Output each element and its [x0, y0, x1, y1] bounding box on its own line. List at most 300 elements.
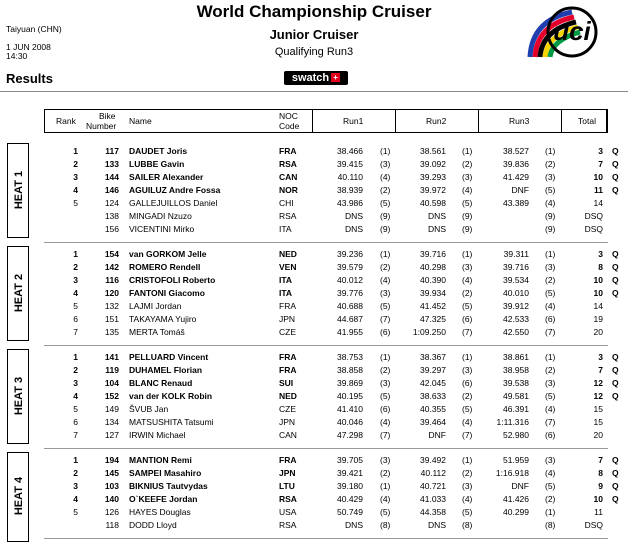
cell-r1: 39.421 — [337, 468, 363, 478]
cell-bike: 135 — [104, 327, 119, 337]
cell-r1: 40.688 — [337, 301, 363, 311]
cell-p3: (3) — [545, 172, 556, 182]
col-total: Total — [578, 116, 596, 126]
cell-total: 12 — [593, 391, 603, 401]
cell-bike: 154 — [104, 249, 119, 259]
cell-noc: ITA — [279, 275, 293, 285]
cell-r1: 40.046 — [337, 417, 363, 427]
heat-label-box — [7, 452, 29, 542]
cell-p1: (2) — [380, 468, 391, 478]
cell-rank: 3 — [73, 378, 78, 388]
cell-p3: (3) — [545, 262, 556, 272]
cell-noc: ITA — [279, 288, 293, 298]
cell-p2: (3) — [462, 481, 473, 491]
cell-q: Q — [612, 262, 619, 272]
cell-total: 11 — [594, 507, 603, 517]
results-heading: Results — [6, 71, 53, 86]
cell-rank: 5 — [73, 301, 78, 311]
cell-total: 3 — [598, 146, 603, 156]
cell-r1: 39.776 — [337, 288, 363, 298]
cell-p1: (4) — [380, 417, 391, 427]
cell-r3: 39.716 — [503, 262, 529, 272]
cell-r3: 38.527 — [503, 146, 529, 156]
cell-total: 14 — [593, 198, 603, 208]
cell-rank: 3 — [73, 481, 78, 491]
cell-r2: DNS — [428, 224, 446, 234]
cell-bike: 145 — [104, 468, 119, 478]
swiss-cross-icon: + — [331, 73, 340, 82]
cell-rank: 6 — [73, 314, 78, 324]
cell-p3: (1) — [545, 507, 556, 517]
cell-p2: (3) — [462, 262, 473, 272]
cell-r2: 40.598 — [420, 198, 446, 208]
cell-p2: (7) — [462, 430, 473, 440]
cell-p1: (7) — [380, 430, 391, 440]
cell-p3: (4) — [545, 198, 556, 208]
cell-noc: RSA — [279, 494, 297, 504]
cell-r1: 50.749 — [337, 507, 363, 517]
heat-separator — [44, 242, 608, 243]
cell-p2: (3) — [462, 172, 473, 182]
col-noc-code: Code — [279, 121, 300, 131]
cell-p3: (5) — [545, 185, 556, 195]
cell-name: GALLEJUILLOS Daniel — [129, 198, 218, 208]
cell-r1: 39.236 — [337, 249, 363, 259]
cell-r2: DNS — [428, 520, 446, 530]
cell-q: Q — [612, 185, 619, 195]
cell-p2: (5) — [462, 404, 473, 414]
cell-r3: 39.538 — [503, 378, 529, 388]
cell-p3: (7) — [545, 327, 556, 337]
sponsor-name: swatch — [291, 72, 330, 84]
cell-p3: (5) — [545, 391, 556, 401]
cell-r1: 38.753 — [337, 352, 363, 362]
cell-noc: JPN — [279, 468, 296, 478]
cell-p2: (5) — [462, 507, 473, 517]
cell-p3: (1) — [545, 146, 556, 156]
cell-p1: (5) — [380, 301, 391, 311]
cell-p1: (2) — [380, 262, 391, 272]
cell-r1: DNS — [345, 211, 363, 221]
cell-bike: 146 — [104, 185, 119, 195]
cell-rank: 7 — [73, 430, 78, 440]
cell-r1: DNS — [345, 520, 363, 530]
cell-bike: 117 — [105, 146, 119, 156]
sponsor-logo — [284, 71, 348, 85]
heat-label-box — [7, 143, 29, 238]
cell-p1: (2) — [380, 185, 391, 195]
cell-bike: 132 — [104, 301, 119, 311]
cell-q: Q — [612, 288, 619, 298]
cell-r3: 46.391 — [503, 404, 529, 414]
cell-p3: (9) — [545, 211, 556, 221]
cell-p1: (5) — [380, 198, 391, 208]
cell-bike: 140 — [104, 494, 119, 504]
cell-rank: 2 — [73, 365, 78, 375]
uci-logo — [522, 2, 622, 62]
cell-rank: 3 — [73, 172, 78, 182]
page-title: World Championship Cruiser — [196, 2, 432, 21]
cell-p3: (6) — [545, 430, 556, 440]
cell-r3: 49.581 — [503, 391, 529, 401]
cell-name: TAKAYAMA Yujiro — [129, 314, 197, 324]
cell-bike: 142 — [104, 262, 119, 272]
time: 14:30 — [6, 51, 28, 61]
cell-noc: RSA — [279, 159, 297, 169]
cell-r1: 39.579 — [337, 262, 363, 272]
cell-p2: (1) — [462, 146, 473, 156]
cell-r2: 47.325 — [420, 314, 446, 324]
cell-total: 15 — [593, 417, 603, 427]
heat-label-box — [7, 349, 29, 444]
cell-r2: 39.492 — [420, 455, 446, 465]
cell-total: 10 — [593, 275, 603, 285]
cell-name: ŠVUB Jan — [129, 404, 169, 414]
cell-r3: 39.534 — [503, 275, 529, 285]
cell-bike: 133 — [104, 159, 119, 169]
cell-rank: 7 — [73, 327, 78, 337]
cell-noc: VEN — [279, 262, 297, 272]
cell-noc: JPN — [279, 314, 296, 324]
cell-noc: FRA — [279, 455, 297, 465]
heat-label-box — [7, 246, 29, 341]
cell-noc: CHI — [279, 198, 294, 208]
cell-total: 12 — [593, 378, 603, 388]
cell-p1: (4) — [380, 172, 391, 182]
cell-r1: 44.687 — [337, 314, 363, 324]
cell-q: Q — [612, 481, 619, 491]
cell-r3: DNF — [511, 185, 529, 195]
cell-r3: 39.912 — [503, 301, 529, 311]
cell-p1: (1) — [380, 352, 391, 362]
cell-q: Q — [612, 468, 619, 478]
cell-noc: FRA — [279, 365, 297, 375]
cell-noc: NOR — [279, 185, 298, 195]
cell-p2: (5) — [462, 301, 473, 311]
col-bike: Bike — [99, 111, 116, 121]
cell-p2: (1) — [462, 455, 473, 465]
cell-p1: (6) — [380, 404, 391, 414]
cell-r3: 38.861 — [503, 352, 529, 362]
cell-q: Q — [612, 172, 619, 182]
cell-noc: JPN — [279, 417, 296, 427]
cell-p2: (6) — [462, 314, 473, 324]
cell-p2: (9) — [462, 224, 473, 234]
cell-p2: (2) — [462, 288, 473, 298]
cell-rank: 1 — [73, 249, 78, 259]
cell-r2: DNS — [428, 211, 446, 221]
cell-noc: USA — [279, 507, 297, 517]
heat-separator — [44, 448, 608, 449]
cell-p3: (7) — [545, 417, 556, 427]
cell-r3: 1:11.316 — [496, 417, 529, 427]
cell-bike: 104 — [104, 378, 119, 388]
cell-r1: 43.986 — [337, 198, 363, 208]
cell-noc: RSA — [279, 520, 297, 530]
cell-p3: (4) — [545, 301, 556, 311]
cell-r1: 39.415 — [337, 159, 363, 169]
cell-p3: (5) — [545, 481, 556, 491]
cell-r2: 39.934 — [420, 288, 446, 298]
logo-text: uci — [553, 16, 591, 46]
cell-p2: (5) — [462, 198, 473, 208]
cell-rank: 1 — [73, 455, 78, 465]
cell-p3: (9) — [545, 224, 556, 234]
cell-noc: CAN — [279, 172, 298, 182]
cell-total: 14 — [593, 301, 603, 311]
heat-label: HEAT 3 — [13, 376, 25, 415]
cell-rank: 1 — [73, 146, 78, 156]
cell-name: MERTA Tomáš — [129, 327, 185, 337]
col-noc: NOC — [279, 111, 298, 121]
cell-r3: 43.389 — [503, 198, 529, 208]
cell-noc: LTU — [279, 481, 295, 491]
cell-noc: CZE — [279, 404, 296, 414]
cell-bike: 141 — [104, 352, 119, 362]
cell-name: LAJMI Jordan — [129, 301, 182, 311]
cell-noc: RSA — [279, 211, 297, 221]
cell-r2: 40.721 — [420, 481, 446, 491]
cell-p3: (6) — [545, 314, 556, 324]
cell-rank: 4 — [73, 288, 78, 298]
cell-q: Q — [612, 391, 619, 401]
cell-p3: (4) — [545, 468, 556, 478]
cell-q: Q — [612, 159, 619, 169]
cell-noc: CZE — [279, 327, 296, 337]
cell-name: O`KEEFE Jordan — [129, 494, 198, 504]
cell-p2: (4) — [462, 417, 473, 427]
cell-rank: 3 — [73, 275, 78, 285]
cell-total: 3 — [598, 352, 603, 362]
cell-p1: (5) — [380, 391, 391, 401]
cell-r3: 52.980 — [503, 430, 529, 440]
cell-p3: (2) — [545, 494, 556, 504]
cell-bike: 194 — [104, 455, 119, 465]
cell-bike: 124 — [104, 198, 119, 208]
cell-p1: (1) — [380, 146, 391, 156]
cell-r3: 41.429 — [503, 172, 529, 182]
cell-p2: (2) — [462, 468, 473, 478]
cell-p3: (2) — [545, 275, 556, 285]
cell-r3: 42.550 — [503, 327, 529, 337]
cell-rank: 4 — [73, 391, 78, 401]
cell-q: Q — [612, 352, 619, 362]
cell-noc: ITA — [279, 224, 292, 234]
cell-r1: 39.180 — [337, 481, 363, 491]
cell-total: 7 — [598, 159, 603, 169]
col-run3: Run3 — [509, 116, 530, 126]
cell-r2: 39.972 — [420, 185, 446, 195]
cell-p2: (2) — [462, 391, 473, 401]
cell-r3: DNF — [511, 481, 529, 491]
cell-total: 11 — [594, 185, 603, 195]
cell-r1: 41.955 — [337, 327, 363, 337]
cell-r2: 44.358 — [420, 507, 446, 517]
cell-r2: 39.293 — [420, 172, 446, 182]
cell-bike: 127 — [104, 430, 119, 440]
heat-label: HEAT 4 — [13, 476, 25, 516]
cell-p1: (8) — [380, 520, 391, 530]
cell-noc: NED — [279, 249, 297, 259]
col-run2: Run2 — [426, 116, 447, 126]
cell-r1: 40.195 — [337, 391, 363, 401]
cell-r2: 39.464 — [420, 417, 446, 427]
cell-q: Q — [612, 365, 619, 375]
cell-rank: 5 — [73, 507, 78, 517]
cell-bike: 134 — [104, 417, 119, 427]
heat-label: HEAT 1 — [13, 170, 25, 209]
cell-p3: (2) — [545, 159, 556, 169]
date: 1 JUN 2008 — [6, 42, 51, 52]
cell-p2: (4) — [462, 185, 473, 195]
cell-r3: 39.311 — [503, 249, 529, 259]
col-run1: Run1 — [343, 116, 364, 126]
cell-name: MINGADI Nzuzo — [129, 211, 192, 221]
cell-r2: 39.716 — [420, 249, 446, 259]
cell-q: Q — [612, 378, 619, 388]
category-title: Junior Cruiser — [269, 27, 359, 42]
cell-bike: 103 — [104, 481, 119, 491]
cell-name: DAUDET Joris — [129, 146, 188, 156]
cell-r1: 38.466 — [337, 146, 363, 156]
cell-r2: 39.297 — [420, 365, 446, 375]
cell-name: AGUILUZ Andre Fossa — [129, 185, 221, 195]
cell-r1: 41.410 — [337, 404, 363, 414]
cell-r2: 42.045 — [420, 378, 446, 388]
cell-total: DSQ — [584, 211, 603, 221]
cell-r2: 40.298 — [420, 262, 446, 272]
cell-total: 7 — [598, 365, 603, 375]
cell-name: PELLUARD Vincent — [129, 352, 209, 362]
cell-p2: (9) — [462, 211, 473, 221]
cell-p1: (3) — [380, 455, 391, 465]
cell-p1: (1) — [380, 249, 391, 259]
cell-name: SAMPEI Masahiro — [129, 468, 202, 478]
cell-rank: 2 — [73, 262, 78, 272]
cell-p2: (4) — [462, 494, 473, 504]
cell-total: 19 — [593, 314, 603, 324]
cell-r3: 38.958 — [503, 365, 529, 375]
heat-separator — [44, 345, 608, 346]
cell-p2: (7) — [462, 327, 473, 337]
location: Taiyuan (CHN) — [6, 24, 62, 34]
cell-noc: NED — [279, 391, 297, 401]
header-divider-run1 — [312, 109, 313, 133]
cell-bike: 138 — [104, 211, 119, 221]
cell-r3: 41.426 — [503, 494, 529, 504]
cell-p1: (7) — [380, 314, 391, 324]
cell-rank: 1 — [73, 352, 78, 362]
cell-q: Q — [612, 455, 619, 465]
cell-r2: DNF — [428, 430, 446, 440]
cell-noc: FRA — [279, 146, 297, 156]
col-rank: Rank — [56, 116, 76, 126]
col-bike-number: Number — [86, 121, 117, 131]
cell-r2: 38.367 — [420, 352, 446, 362]
cell-name: CRISTOFOLI Roberto — [129, 275, 216, 285]
cell-bike: 120 — [104, 288, 119, 298]
cell-r1: DNS — [345, 224, 363, 234]
cell-noc: CAN — [279, 430, 297, 440]
cell-p1: (1) — [380, 481, 391, 491]
cell-p2: (4) — [462, 275, 473, 285]
cell-bike: 144 — [104, 172, 119, 182]
cell-name: SAILER Alexander — [129, 172, 204, 182]
cell-r3: 40.010 — [503, 288, 529, 298]
cell-r2: 38.633 — [420, 391, 446, 401]
cell-r2: 1:09.250 — [412, 327, 446, 337]
cell-bike: 126 — [104, 507, 119, 517]
cell-p1: (9) — [380, 224, 391, 234]
cell-name: DUHAMEL Florian — [129, 365, 203, 375]
uci-rainbow-icon — [522, 2, 622, 62]
cell-bike: 116 — [105, 275, 119, 285]
cell-q: Q — [612, 249, 619, 259]
cell-bike: 152 — [104, 391, 119, 401]
cell-name: ROMERO Rendell — [129, 262, 201, 272]
cell-r1: 40.429 — [337, 494, 363, 504]
cell-p1: (9) — [380, 211, 391, 221]
cell-r1: 39.705 — [337, 455, 363, 465]
header-divider — [0, 91, 628, 92]
run-title: Qualifying Run3 — [274, 46, 354, 58]
cell-p2: (2) — [462, 159, 473, 169]
cell-name: BIKNIUS Tautvydas — [129, 481, 208, 491]
cell-r1: 38.858 — [337, 365, 363, 375]
cell-r2: 39.092 — [420, 159, 446, 169]
cell-r1: 40.110 — [337, 172, 363, 182]
cell-p3: (2) — [545, 365, 556, 375]
cell-r3: 40.299 — [503, 507, 529, 517]
cell-total: 20 — [593, 327, 603, 337]
cell-total: 10 — [593, 172, 603, 182]
cell-name: VICENTINI Mirko — [129, 224, 195, 234]
cell-rank: 5 — [73, 404, 78, 414]
cell-bike: 151 — [104, 314, 119, 324]
cell-name: DODD Lloyd — [129, 520, 177, 530]
cell-noc: SUI — [279, 378, 294, 388]
cell-total: DSQ — [584, 224, 603, 234]
cell-p1: (4) — [380, 494, 391, 504]
cell-noc: FRA — [279, 352, 297, 362]
cell-q: Q — [612, 146, 619, 156]
cell-p2: (6) — [462, 378, 473, 388]
cell-p1: (6) — [380, 327, 391, 337]
cell-p1: (2) — [380, 365, 391, 375]
cell-q: Q — [612, 275, 619, 285]
header-divider-q — [606, 109, 607, 133]
cell-total: 3 — [598, 249, 603, 259]
cell-q: Q — [612, 494, 619, 504]
header-divider-total — [561, 109, 562, 133]
cell-total: 8 — [598, 468, 603, 478]
cell-rank: 4 — [73, 494, 78, 504]
cell-p1: (5) — [380, 507, 391, 517]
cell-rank: 5 — [73, 198, 78, 208]
cell-p2: (3) — [462, 365, 473, 375]
cell-total: 8 — [598, 262, 603, 272]
cell-p1: (3) — [380, 288, 391, 298]
cell-total: DSQ — [584, 520, 603, 530]
cell-bike: 156 — [104, 224, 119, 234]
cell-r2: 40.355 — [420, 404, 446, 414]
cell-total: 9 — [598, 481, 603, 491]
header-divider-run2 — [395, 109, 396, 133]
cell-noc: FRA — [279, 301, 296, 311]
cell-name: FANTONI Giacomo — [129, 288, 205, 298]
cell-p3: (1) — [545, 352, 556, 362]
cell-total: 20 — [593, 430, 603, 440]
